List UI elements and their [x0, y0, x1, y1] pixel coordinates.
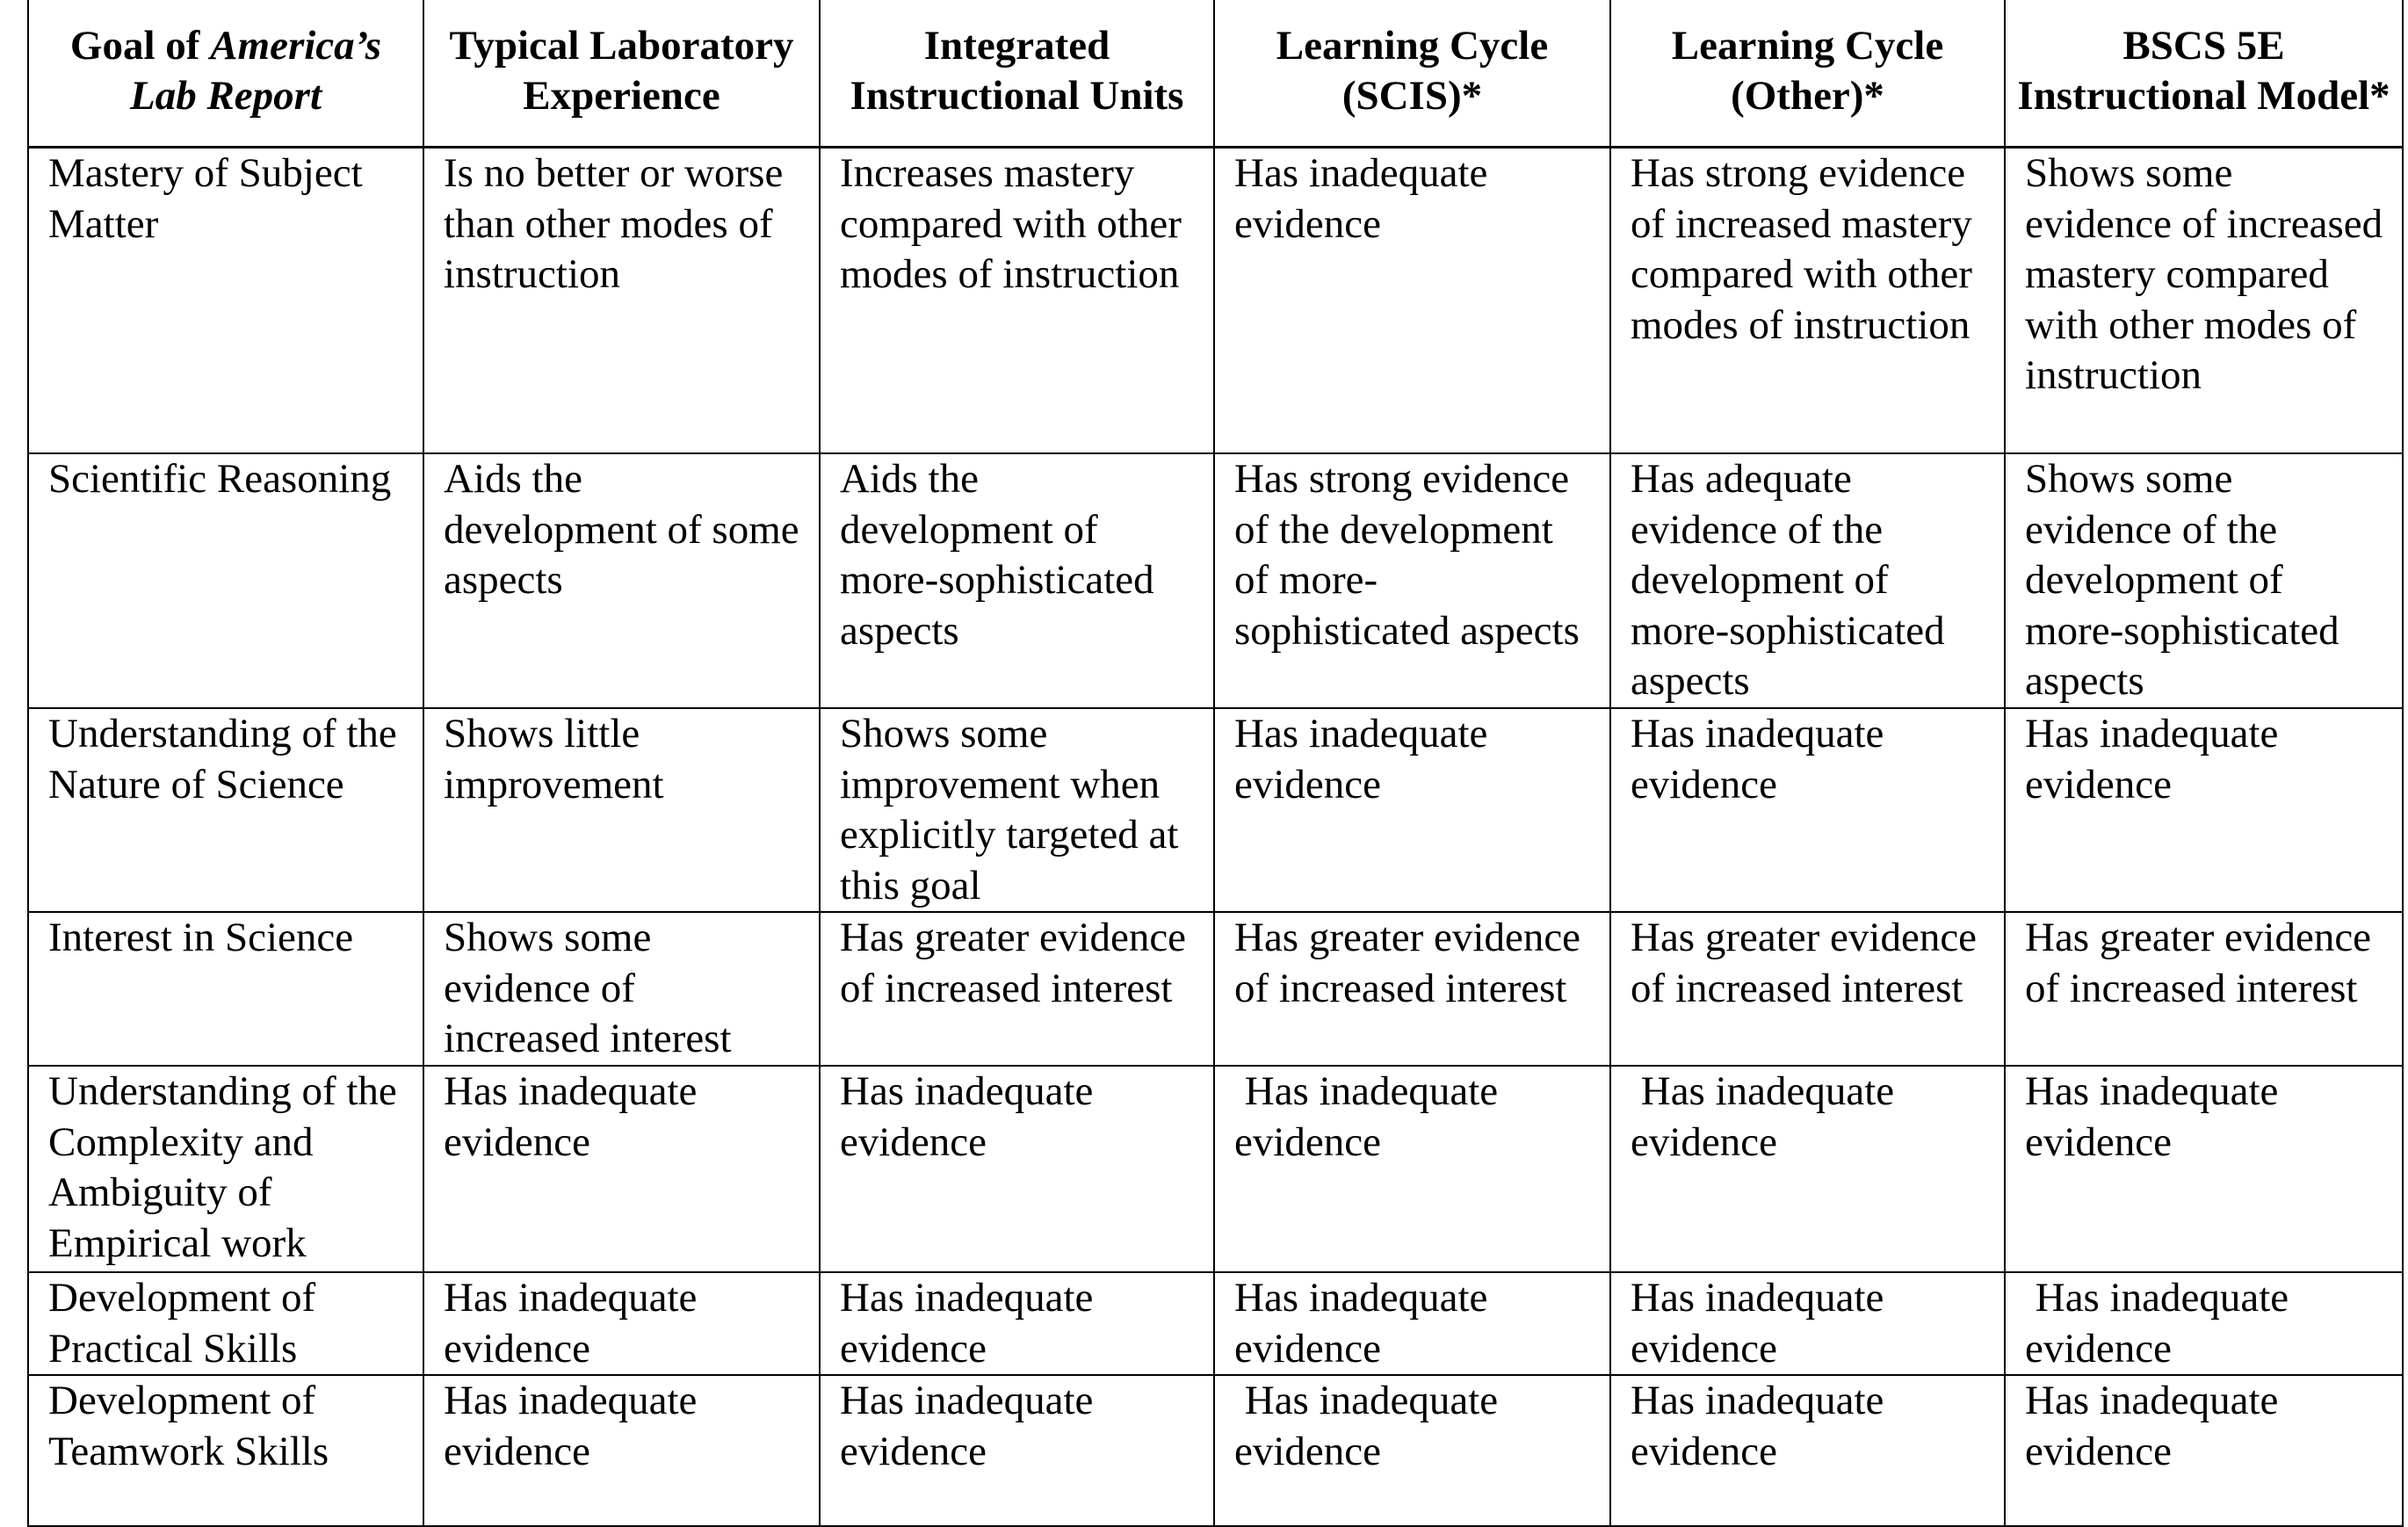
table-cell: Has inadequate evidence	[820, 1375, 1214, 1526]
table-cell: Has strong evidence of the development of more-sophisticated aspects	[1214, 453, 1610, 708]
table-cell: Has adequate evidence of the development of more-sophisticated aspects	[1610, 453, 2005, 708]
table-cell: Has inadequate evidence	[1610, 708, 2005, 912]
table-cell: Has greater evidence of increased interest	[820, 912, 1214, 1066]
table-cell: Aids the development of some aspects	[423, 453, 820, 708]
table-row	[28, 1375, 2403, 1526]
table-cell: Aids the development of more-sophisticated aspects	[820, 453, 1214, 708]
table-cell: Has inadequate evidence	[1214, 708, 1610, 912]
table-cell: Has inadequate evidence	[423, 1272, 820, 1375]
header-row	[28, 0, 2403, 148]
goal-cell: Development of Teamwork Skills	[28, 1375, 423, 1526]
header-goal	[28, 0, 423, 148]
table-cell: Shows some improvement when explicitly targeted at this goal	[820, 708, 1214, 912]
header-integrated-units: Integrated Instructional Units	[820, 0, 1214, 148]
table-cell: Has greater evidence of increased interest	[1610, 912, 2005, 1066]
goal-cell: Mastery of Subject Matter	[28, 148, 423, 454]
table-cell: Has inadequate evidence	[1214, 1272, 1610, 1375]
table-row	[28, 1066, 2403, 1272]
table-cell: Shows some evidence of increased mastery compared with other modes of instruction	[2005, 148, 2403, 454]
header-learning-cycle-scis: Learning Cycle (SCIS)*	[1214, 0, 1610, 148]
table-row	[28, 912, 2403, 1066]
table-cell: Has inadequate evidence	[423, 1375, 820, 1526]
comparison-table	[27, 0, 2404, 1527]
table-cell: Has inadequate evidence	[2005, 708, 2403, 912]
table-cell: Shows some evidence of increased interest	[423, 912, 820, 1066]
table-cell: Is no better or worse than other modes of instruction	[423, 148, 820, 454]
table-cell: Has inadequate evidence	[1214, 1066, 1610, 1272]
table-row	[28, 453, 2403, 708]
table-row	[28, 148, 2403, 454]
table-cell: Has inadequate evidence	[1214, 148, 1610, 454]
table-row	[28, 708, 2403, 912]
table-cell: Has greater evidence of increased interest	[1214, 912, 1610, 1066]
table-cell: Has inadequate evidence	[820, 1272, 1214, 1375]
table-row	[28, 1272, 2403, 1375]
goal-cell: Scientific Reasoning	[28, 453, 423, 708]
goal-cell: Development of Practical Skills	[28, 1272, 423, 1375]
table-cell: Has greater evidence of increased interest	[2005, 912, 2403, 1066]
table-cell: Shows some evidence of the development of more-sophisticated aspects	[2005, 453, 2403, 708]
goal-cell: Understanding of the Nature of Science	[28, 708, 423, 912]
table-cell: Has inadequate evidence	[1610, 1066, 2005, 1272]
table-cell: Has inadequate evidence	[1214, 1375, 1610, 1526]
table-cell: Has inadequate evidence	[423, 1066, 820, 1272]
table-cell: Shows little improvement	[423, 708, 820, 912]
table-cell: Increases mastery compared with other modes of instruction	[820, 148, 1214, 454]
header-goal-plain: Goal of	[69, 22, 211, 69]
table-cell: Has inadequate evidence	[1610, 1272, 2005, 1375]
table-cell: Has inadequate evidence	[1610, 1375, 2005, 1526]
header-learning-cycle-other: Learning Cycle (Other)*	[1610, 0, 2005, 148]
table-cell: Has strong evidence of increased mastery compared with other modes of instruction	[1610, 148, 2005, 454]
table-cell: Has inadequate evidence	[2005, 1375, 2403, 1526]
goal-cell: Interest in Science	[28, 912, 423, 1066]
table-cell: Has inadequate evidence	[820, 1066, 1214, 1272]
header-goal-italic: America’s Lab Report	[129, 22, 392, 119]
table-cell: Has inadequate evidence	[2005, 1272, 2403, 1375]
table-cell: Has inadequate evidence	[2005, 1066, 2403, 1272]
goal-cell: Understanding of the Complexity and Ambiguity of Empirical work	[28, 1066, 423, 1272]
header-bscs-5e: BSCS 5E Instructional Model*	[2005, 0, 2403, 148]
header-typical-lab: Typical Laboratory Experience	[423, 0, 820, 148]
